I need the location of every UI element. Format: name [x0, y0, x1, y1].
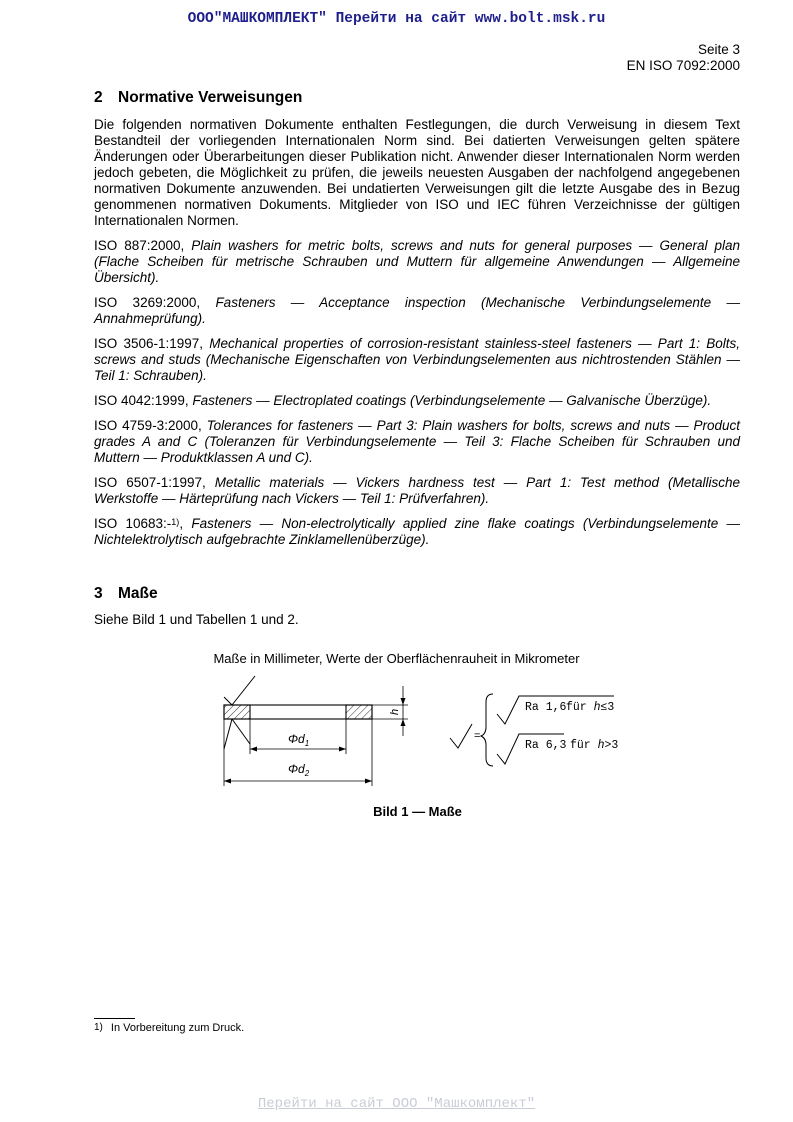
reference-item — [94, 418, 740, 466]
page-header — [627, 42, 740, 74]
section-title: Normative Verweisungen — [118, 89, 303, 106]
label-d1-sub: 1 — [304, 739, 310, 748]
reference-item — [94, 475, 740, 507]
footnote-text: In Vorbereitung zum Druck. — [110, 1022, 245, 1034]
intro-paragraph: Die folgenden normativen Dokumente enthalten Festlegungen, die durch Verweisung in diesem Text Bestandteil der vorliegenden Internationalen Norm sind. Bei datierten Verweisungen gelten spätere Änderungen oder Überarbeitungen dieser Publikation nicht. Anwender dieser Internationalen Norm werden jedoch gebeten, die Möglichkeit zu prüfen, die jeweils neuesten Ausgaben der nachfolgend angegebenen normativen Dokumente anzuwenden. Bei undatierten Verweisungen gilt die letzte Ausgabe des in Bezug genommenen normativen Dokuments. Mitglieder von ISO und IEC führen Verzeichnisse der gültigen Internationalen Normen. — [94, 117, 740, 228]
reference-code: ISO 3269:2000, — [94, 295, 201, 310]
equals-sign: = — [474, 730, 481, 742]
reference-code: ISO 4759-3:2000, — [94, 418, 202, 433]
roughness-value-1: Ra 1,6 — [525, 701, 567, 714]
washer-section — [224, 705, 372, 719]
label-h: h — [389, 708, 401, 715]
roughness-condition-2-prefix: für — [570, 739, 598, 752]
dimension-d1 — [250, 719, 346, 754]
reference-title: Tolerances for fasteners — Part 3: Plain washers for bolts, screws and nuts — Product grades A and C (Toleranzen für Verbindungselemente — Teil 3: Flache Scheiben für Schrauben und Muttern — Produktklassen A und C). — [94, 418, 740, 465]
bottom-banner-link[interactable]: Перейти на сайт ООО "Машкомплект" — [257, 1096, 536, 1112]
svg-text:Ra 1,6 — [525, 701, 567, 714]
svg-text:Φd1 — [288, 732, 309, 748]
footnote-mark: 1) — [94, 1022, 103, 1033]
reference-code: ISO 3506-1:1997, — [94, 336, 204, 351]
label-d1: Φd — [288, 732, 305, 746]
reference-code: ISO 887:2000, — [94, 238, 185, 253]
footnote-divider — [94, 1018, 135, 1019]
reference-item — [94, 336, 740, 384]
section-number: 2 — [94, 89, 103, 106]
reference-item — [94, 516, 740, 548]
label-d2-sub: 2 — [304, 769, 310, 778]
svg-text:Ra 6,3 — [525, 739, 567, 752]
reference-title: Metallic materials — Vickers hardness test — Part 1: Test method (Metallische Werkstoffe — Härteprüfung nach Vickers — Teil 1: Prüfverfahren). — [94, 475, 740, 506]
page-number: Seite 3 — [697, 42, 740, 57]
roughness-condition-1-prefix: für — [566, 701, 594, 714]
figure-units-caption: Maße in Millimeter, Werte der Oberflächenrauheit in Mikrometer — [213, 651, 580, 666]
figure-title: Bild 1 — Maße — [373, 804, 462, 819]
roughness-condition-2-limit: >3 — [604, 739, 619, 752]
reference-code: ISO 10683:- — [94, 516, 172, 531]
reference-title: Fasteners — Non-electrolytically applied zine flake coatings (Verbindungselemente — Nichtelektrolytisch aufgebrachte Zinklamellenüberzüge). — [94, 516, 740, 547]
section-normative-references — [94, 88, 740, 548]
dimension-h — [372, 686, 408, 736]
reference-code: ISO 6507-1:1997, — [94, 475, 206, 490]
section-2-heading — [94, 88, 740, 108]
label-d2: Φd — [288, 762, 305, 776]
section-title: Maße — [118, 585, 158, 602]
footnote-ref[interactable]: 1) — [171, 517, 180, 527]
top-banner-link[interactable]: ООО"МАШКОМПЛЕКТ" Перейти на сайт www.bolt.msk.ru — [187, 11, 606, 27]
dimension-d2 — [224, 719, 372, 786]
reference-code: ISO 4042:1999, — [94, 393, 189, 408]
roughness-value-2: Ra 6,3 — [525, 739, 567, 752]
section-3-heading — [94, 584, 740, 604]
reference-comma: , — [179, 516, 184, 531]
footnote — [94, 1021, 244, 1035]
section-3-text: Siehe Bild 1 und Tabellen 1 und 2. — [94, 612, 299, 627]
section-dimensions — [94, 584, 740, 628]
roughness-legend — [450, 694, 618, 766]
svg-text:Φd2 — [288, 762, 310, 778]
reference-item — [94, 393, 740, 409]
reference-title: Plain washers for metric bolts, screws and nuts for general purposes — General plan (Flache Scheiben für metrische Schrauben und Muttern für allgemeine Anwendungen — Allgemeine Übersicht). — [94, 238, 740, 285]
reference-title: Fasteners — Electroplated coatings (Verbindungselemente — Galvanische Überzüge). — [192, 393, 712, 408]
roughness-condition-2-var: h — [597, 739, 605, 752]
svg-text:für h≤3 — [566, 701, 614, 714]
roughness-condition-1-limit: ≤3 — [600, 701, 615, 714]
section-number: 3 — [94, 585, 103, 602]
reference-title: Fasteners — Acceptance inspection (Mechanische Verbindungselemente — Annahmeprüfung). — [94, 295, 740, 326]
washer-dimension-drawing — [210, 672, 630, 797]
svg-text:für h>3 — [570, 739, 618, 752]
reference-item — [94, 238, 740, 286]
reference-title: Mechanical properties of corrosion-resistant stainless-steel fasteners — Part 1: Bolts, screws and studs (Mechanische Eigenschaften von Verbindungselementen aus nichtrostenden Stählen — Teil 1: Schrauben). — [94, 336, 740, 383]
roughness-condition-1-var: h — [593, 701, 601, 714]
reference-item — [94, 295, 740, 327]
standard-code: EN ISO 7092:2000 — [626, 58, 740, 73]
